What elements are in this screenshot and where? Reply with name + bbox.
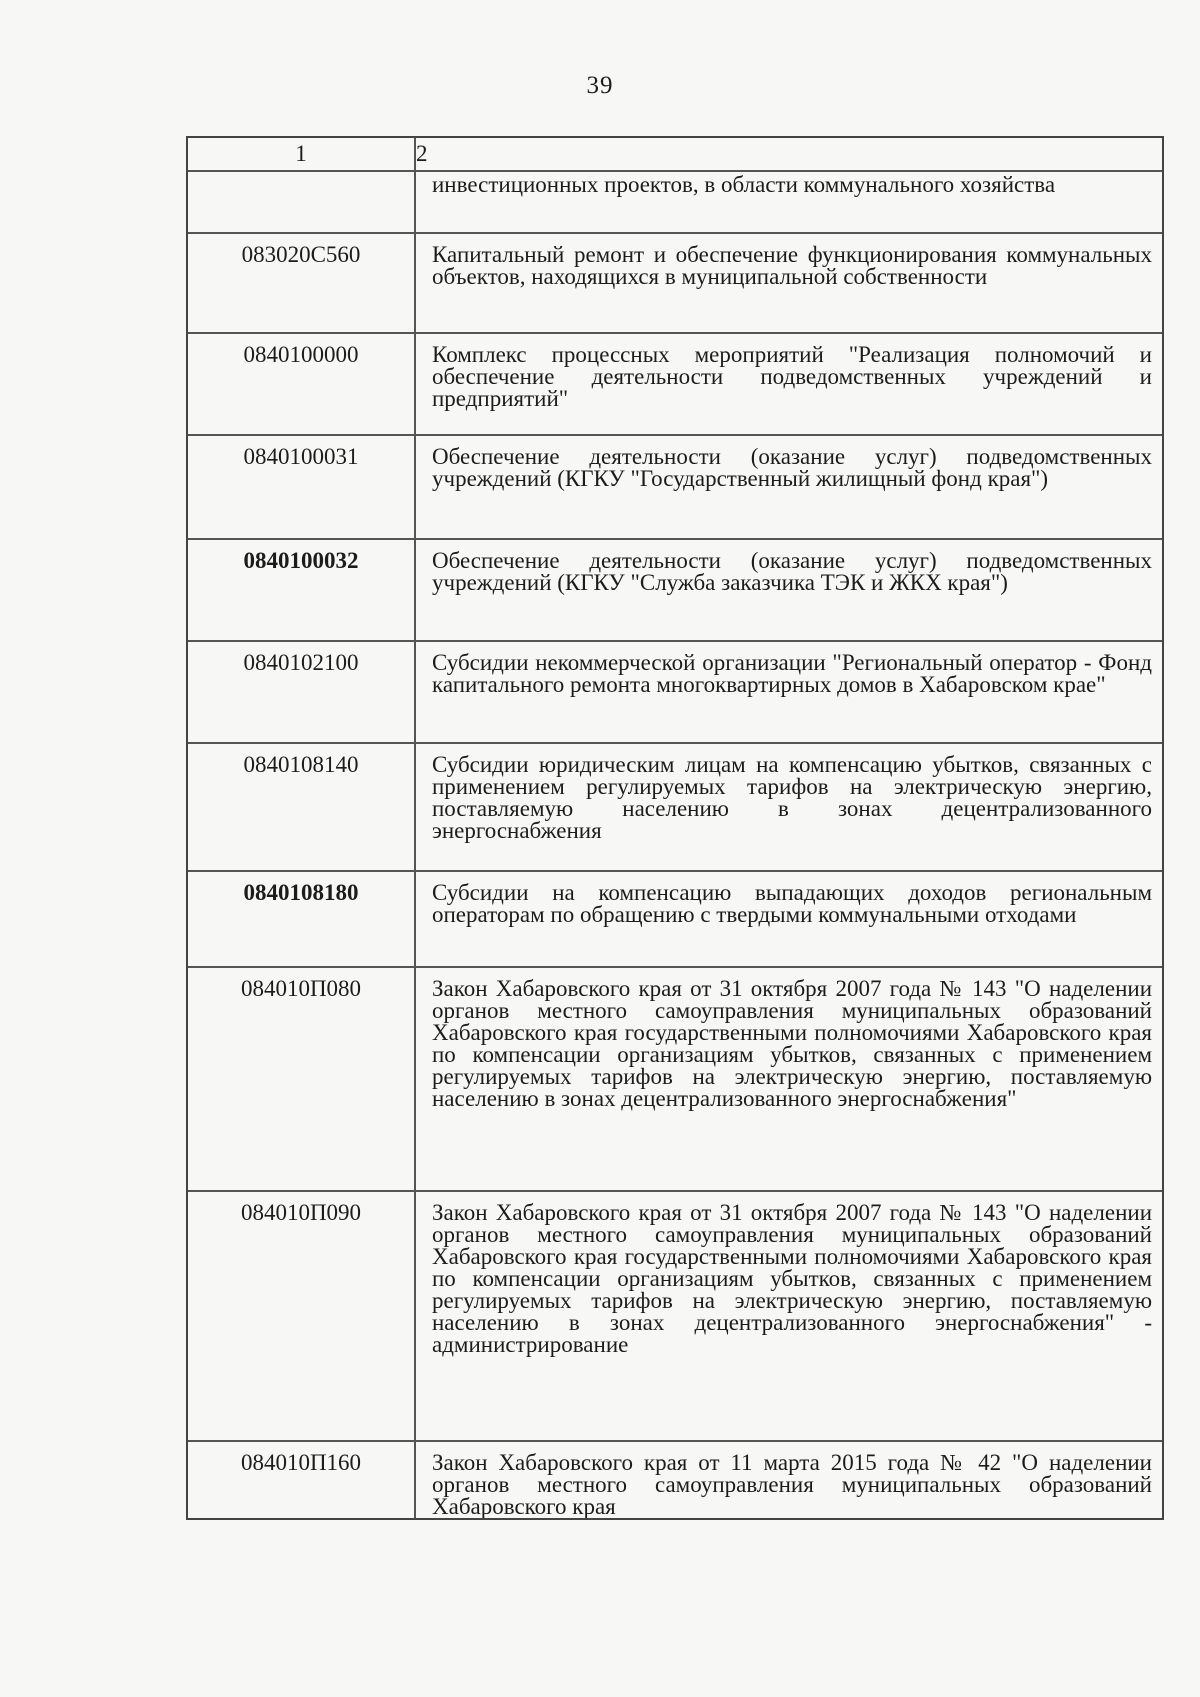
row-description: Обеспечение деятельности (оказание услуг) подведомственных учреждений (КГКУ "Государственный жилищный фонд края") [432, 444, 1152, 491]
table-row [188, 332, 1162, 434]
row-code: 0840102100 [188, 642, 416, 742]
row-code [188, 172, 416, 232]
column-header-2: 2 [416, 141, 428, 166]
table-row [188, 538, 1162, 640]
row-code: 0840108140 [188, 744, 416, 870]
row-description: Комплекс процессных мероприятий "Реализация полномочий и обеспечение деятельности подведомственных учреждений и предприятий" [432, 342, 1152, 411]
row-code: 083020С560 [188, 234, 416, 332]
row-description: Закон Хабаровского края от 31 октября 2007 года № 143 "О наделении органов местного самоуправления муниципальных образований Хабаровского края государственными полномочиями Хабаровского края по компенсации организациям убытков, связанных с применением регулируемых тарифов на электрическую энергию, поставляемую населению в зонах децентрализованного энергоснабжения" [432, 976, 1152, 1111]
row-code: 0840100000 [188, 334, 416, 434]
row-code: 084010П080 [188, 968, 416, 1190]
page-number: 39 [586, 72, 614, 99]
table-row [188, 232, 1162, 332]
budget-classification-table [186, 136, 1164, 1520]
row-description: Закон Хабаровского края от 31 октября 2007 года № 143 "О наделении органов местного самоуправления муниципальных образований Хабаровского края государственными полномочиями Хабаровского края по компенсации организациям убытков, связанных с применением регулируемых тарифов на электрическую энергию, поставляемую населению в зонах децентрализованного энергоснабжения" - администрирование [432, 1200, 1152, 1357]
row-description: Капитальный ремонт и обеспечение функционирования коммунальных объектов, находящихся в муниципальной собственности [432, 242, 1152, 289]
row-description: Закон Хабаровского края от 11 марта 2015 года № 42 "О наделении органов местного самоуправления муниципальных образований Хабаровского края [432, 1450, 1152, 1518]
row-description: Субсидии на компенсацию выпадающих доходов региональным операторам по обращению с твердыми коммунальными отходами [432, 880, 1152, 927]
table-header-row [188, 138, 1162, 170]
row-code: 0840108180 [188, 872, 416, 966]
table-row [188, 640, 1162, 742]
table-row [188, 1440, 1162, 1518]
row-description: Субсидии юридическим лицам на компенсацию убытков, связанных с применением регулируемых тарифов на электрическую энергию, поставляемую населению в зонах децентрализованного энергоснабжения [432, 752, 1152, 843]
table-row [188, 434, 1162, 538]
table-row [188, 966, 1162, 1190]
table-row [188, 1190, 1162, 1440]
row-code: 0840100032 [188, 540, 416, 640]
row-description: Обеспечение деятельности (оказание услуг) подведомственных учреждений (КГКУ "Служба заказчика ТЭК и ЖКХ края") [432, 548, 1152, 595]
row-description: инвестиционных проектов, в области коммунального хозяйства [432, 172, 1056, 197]
row-code: 084010П090 [188, 1192, 416, 1440]
row-description: Субсидии некоммерческой организации "Региональный оператор - Фонд капитального ремонта многоквартирных домов в Хабаровском крае" [432, 650, 1152, 697]
table-row [188, 170, 1162, 232]
table-row [188, 870, 1162, 966]
row-code: 0840100031 [188, 436, 416, 538]
table-row [188, 742, 1162, 870]
row-code: 084010П160 [188, 1442, 416, 1518]
column-header-1: 1 [188, 138, 416, 170]
